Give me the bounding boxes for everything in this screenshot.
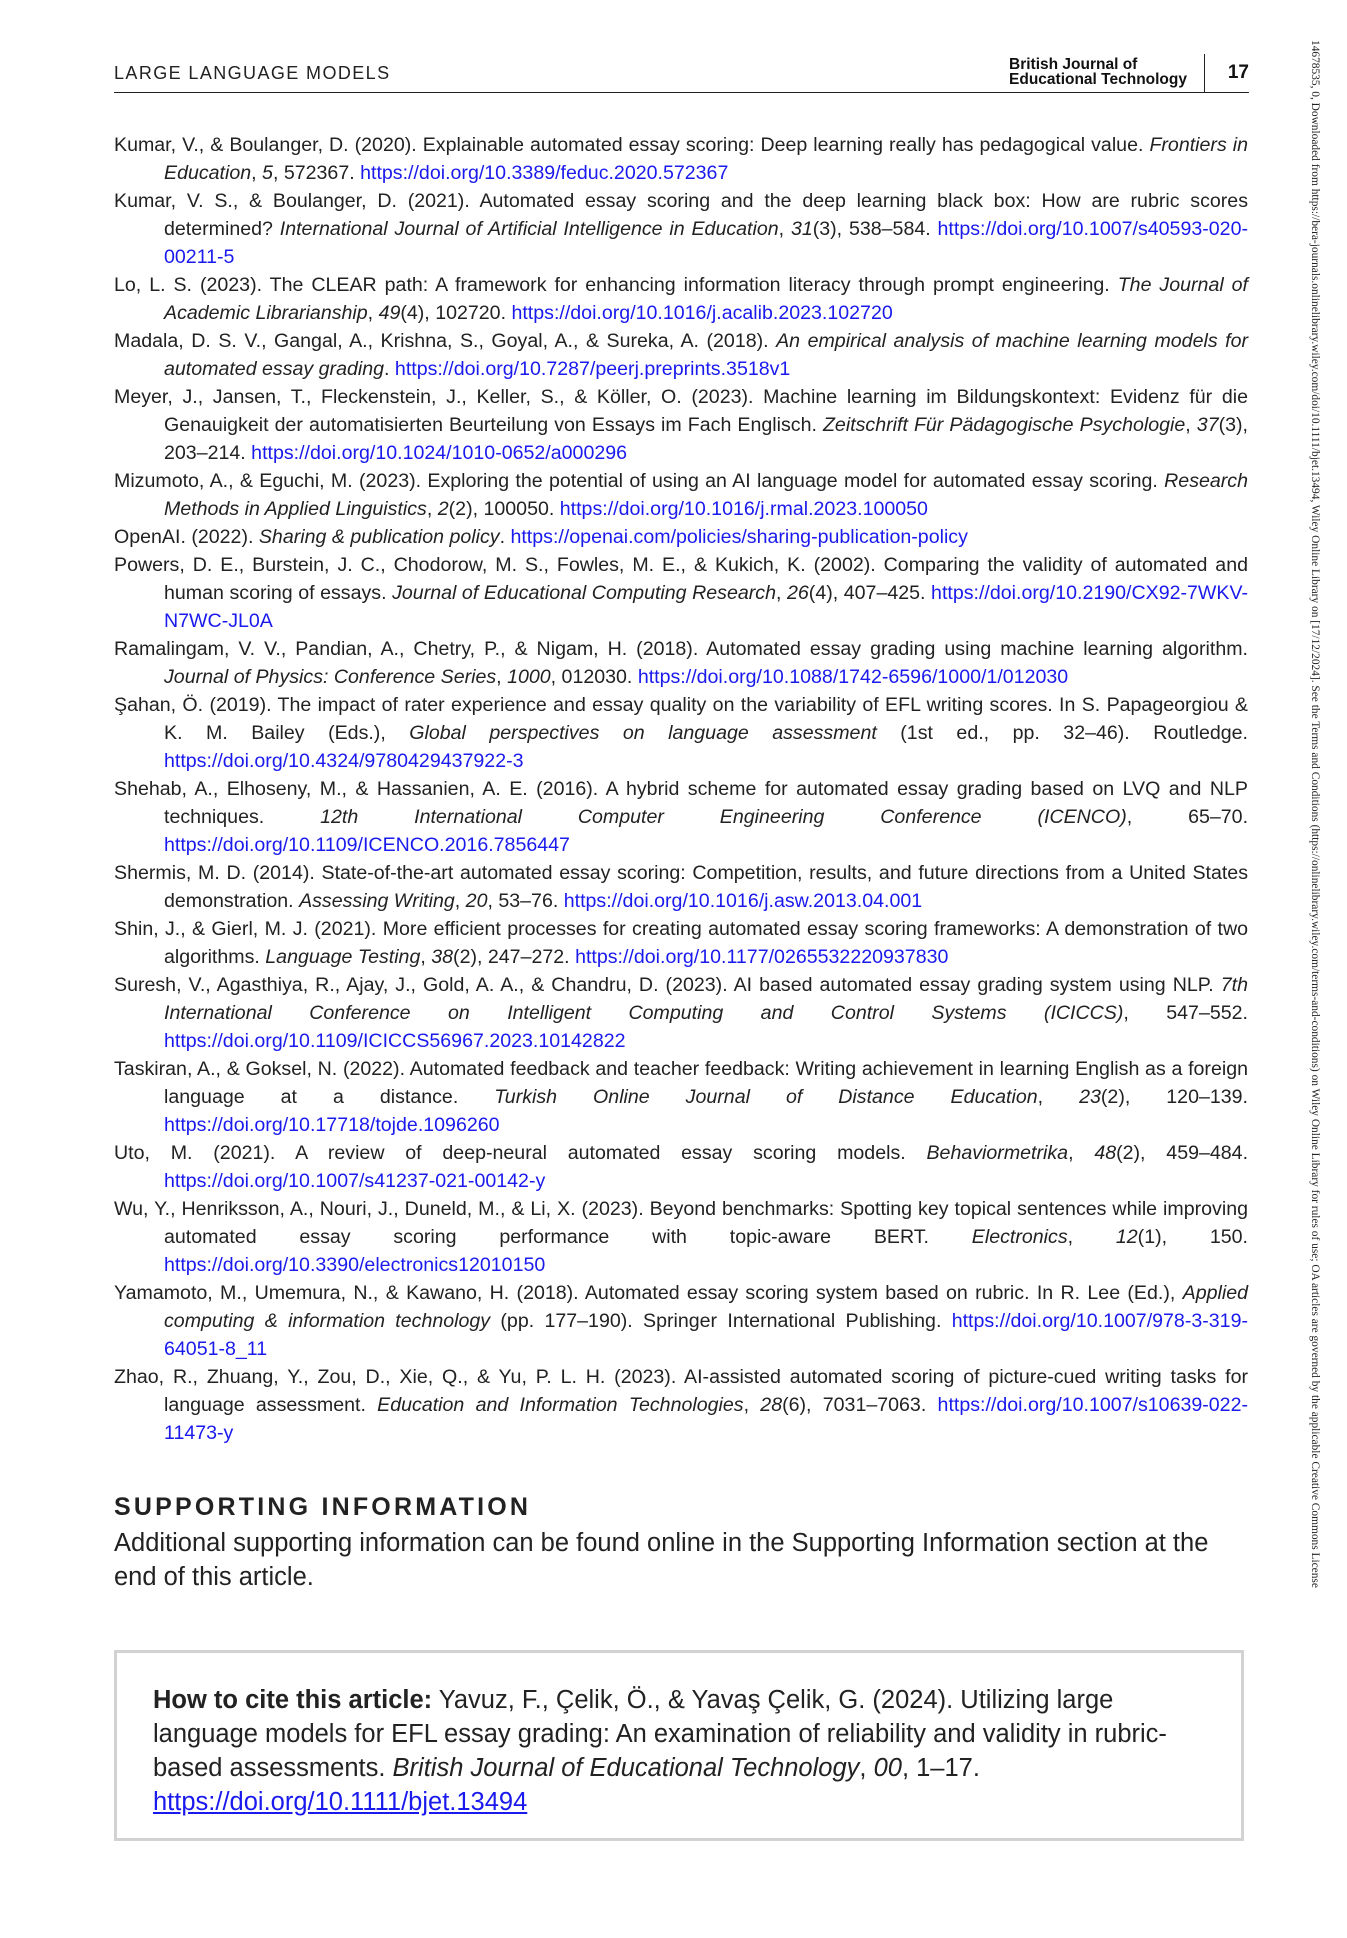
reference-source: Applied computing & information technology <box>164 1282 1248 1332</box>
reference-source: International Journal of Artificial Intelligence in Education <box>279 218 779 240</box>
reference-source: Sharing & publication policy <box>258 526 500 548</box>
reference-entry <box>114 383 1248 467</box>
reference-doi-link[interactable]: https://doi.org/10.1007/s40593-020-00211-5 <box>164 218 1248 268</box>
reference-details: (pp. 177–190). Springer International Publishing. <box>490 1310 952 1332</box>
journal-name <box>1009 57 1187 87</box>
reference-doi-link[interactable]: https://doi.org/10.1024/1010-0652/a000296 <box>251 442 628 464</box>
reference-doi-link[interactable]: https://doi.org/10.2190/CX92-7WKV-N7WC-JL0A <box>164 582 1248 632</box>
reference-volume: 26 <box>787 582 809 604</box>
reference-doi-link[interactable]: https://doi.org/10.3389/feduc.2020.572367 <box>360 162 729 184</box>
supporting-information-heading: SUPPORTING INFORMATION <box>114 1493 532 1521</box>
reference-details: , 012030. <box>550 666 638 688</box>
reference-volume: 23 <box>1079 1086 1101 1108</box>
reference-separator: , <box>775 582 787 604</box>
reference-entry <box>114 327 1248 383</box>
citation-pages: , 1–17. <box>901 1754 980 1782</box>
reference-doi-link[interactable]: https://doi.org/10.1177/0265532220937830 <box>575 946 949 968</box>
reference-doi-link[interactable]: https://doi.org/10.1007/s41237-021-00142-y <box>164 1170 546 1192</box>
reference-source: Research Methods in Applied Linguistics <box>164 470 1248 520</box>
reference-details: (3), 203–214. <box>164 414 1248 464</box>
reference-separator: , <box>251 162 263 184</box>
download-side-note: 14678535, 0, Downloaded from https://bera-journals.onlinelibrary.wiley.com/doi/10.1111/bjet.13494, Wiley Online Library on [17/12/2024]. See the Terms and Conditions (https://onlinelibrary.wiley.com/terms-and-conditions) on Wiley Online Library for rules of use; OA articles are governed by the applicable Creative Commons License <box>1309 40 1321 1588</box>
reference-entry <box>114 131 1248 187</box>
reference-doi-link[interactable]: https://doi.org/10.1016/j.rmal.2023.100050 <box>559 498 928 520</box>
reference-separator: , <box>778 218 791 240</box>
reference-doi-link[interactable]: https://doi.org/10.1088/1742-6596/1000/1/012030 <box>637 666 1069 688</box>
reference-text: Shin, J., & Gierl, M. J. (2021). More efficient processes for creating automated essay scoring frameworks: A demonstration of two algorithms. <box>114 918 1248 968</box>
reference-entry <box>114 915 1248 971</box>
reference-volume: 38 <box>431 946 454 968</box>
reference-entry <box>114 1363 1248 1447</box>
reference-source: Journal of Physics: Conference Series <box>164 666 497 688</box>
reference-volume: 2 <box>437 498 449 520</box>
reference-source: 7th International Conference on Intelligent Computing and Control Systems (ICICCS) <box>164 974 1248 1024</box>
journal-name-line2: Educational Technology <box>1009 71 1187 88</box>
supporting-information-body: Additional supporting information can be found online in the Supporting Information section at the end of this article. <box>114 1529 1209 1591</box>
how-to-cite-box <box>114 1650 1244 1841</box>
reference-separator: , <box>1067 1226 1116 1248</box>
reference-details: (6), 7031–7063. <box>782 1394 938 1416</box>
running-title: LARGE LANGUAGE MODELS <box>114 63 391 83</box>
reference-details: (2), 459–484. <box>1116 1142 1249 1164</box>
reference-text: Taskiran, A., & Goksel, N. (2022). Automated feedback and teacher feedback: Writing achievement in learning English as a foreign language at a distance. <box>114 1058 1248 1108</box>
reference-text: Uto, M. (2021). A review of deep-neural automated essay scoring models. <box>114 1142 927 1164</box>
reference-entry <box>114 1055 1248 1139</box>
reference-volume: 37 <box>1196 414 1219 436</box>
reference-details: (2), 100050. <box>448 498 560 520</box>
reference-text: Zhao, R., Zhuang, Y., Zou, D., Xie, Q., & Yu, P. L. H. (2023). AI-assisted automated scoring of picture-cued writing tasks for language assessment. <box>114 1366 1248 1416</box>
reference-doi-link[interactable]: https://doi.org/10.3390/electronics12010150 <box>164 1254 546 1276</box>
page-number: 17 <box>1227 62 1249 83</box>
reference-doi-link[interactable]: https://doi.org/10.1007/978-3-319-64051-8_11 <box>164 1310 1248 1360</box>
reference-separator: , <box>743 1394 761 1416</box>
reference-text: Kumar, V. S., & Boulanger, D. (2021). Automated essay scoring and the deep learning black box: How are rubric scores determined? <box>114 190 1248 240</box>
reference-volume: 1000 <box>507 666 551 688</box>
reference-details: (4), 407–425. <box>808 582 932 604</box>
citation-doi-link[interactable]: https://doi.org/10.1111/bjet.13494 <box>153 1788 528 1816</box>
reference-details: (1st ed., pp. 32–46). Routledge. <box>876 722 1248 744</box>
reference-source: Zeitschrift Für Pädagogische Psychologie <box>822 414 1186 436</box>
reference-details: 547–552. <box>1166 1002 1248 1024</box>
reference-entry <box>114 551 1248 635</box>
reference-text: Shermis, M. D. (2014). State-of-the-art automated essay scoring: Competition, results, and future directions from a United States demonstration. <box>114 862 1248 912</box>
reference-separator: , <box>1123 1002 1167 1024</box>
reference-text: Lo, L. S. (2023). The CLEAR path: A framework for enhancing information literacy through prompt engineering. <box>114 274 1118 296</box>
reference-separator: , <box>420 946 432 968</box>
reference-source: Global perspectives on language assessment <box>409 722 877 744</box>
reference-entry <box>114 1279 1248 1363</box>
reference-source: Education and Information Technologies <box>377 1394 744 1416</box>
reference-source: Frontiers in Education <box>164 134 1248 184</box>
reference-source: The Journal of Academic Librarianship <box>164 274 1248 324</box>
reference-source: Assessing Writing <box>299 890 455 912</box>
reference-details: 65–70. <box>1188 806 1249 828</box>
citation-separator: , <box>859 1754 874 1782</box>
reference-details: (2), 120–139. <box>1100 1086 1248 1108</box>
reference-doi-link[interactable]: https://doi.org/10.7287/peerj.preprints.3518v1 <box>394 358 791 380</box>
reference-separator: , <box>1037 1086 1080 1108</box>
reference-volume: 5 <box>262 162 273 184</box>
reference-separator: , <box>1185 414 1197 436</box>
reference-details: (1), 150. <box>1137 1226 1248 1248</box>
reference-source: Turkish Online Journal of Distance Education <box>494 1086 1038 1108</box>
reference-doi-link[interactable]: https://doi.org/10.1016/j.asw.2013.04.001 <box>563 890 923 912</box>
reference-doi-link[interactable]: https://openai.com/policies/sharing-publication-policy <box>510 526 968 548</box>
reference-separator: , <box>367 302 379 324</box>
reference-text: Meyer, J., Jansen, T., Fleckenstein, J., Keller, S., & Köller, O. (2023). Machine learning im Bildungskontext: Evidenz für die Genauigkeit der automatisierten Beurteilung von Essays im Fach Englisch. <box>114 386 1248 436</box>
reference-details: (2), 247–272. <box>453 946 576 968</box>
journal-name-line1: British Journal of <box>1009 56 1138 73</box>
citation-label: How to cite this article: <box>153 1686 433 1714</box>
reference-text: Şahan, Ö. (2019). The impact of rater experience and essay quality on the variability of EFL writing scores. In S. Papageorgiou & K. M. Bailey (Eds.), <box>114 694 1248 744</box>
reference-entry <box>114 635 1248 691</box>
reference-separator: , <box>1068 1142 1095 1164</box>
reference-details: (4), 102720. <box>400 302 512 324</box>
reference-text: Yamamoto, M., Umemura, N., & Kawano, H. (2018). Automated essay scoring system based on rubric. In R. Lee (Ed.), <box>114 1282 1183 1304</box>
reference-entry <box>114 271 1248 327</box>
reference-entry <box>114 1139 1248 1195</box>
reference-text: Madala, D. S. V., Gangal, A., Krishna, S., Goyal, A., & Sureka, A. (2018). <box>114 330 777 352</box>
reference-source: Language Testing <box>265 946 421 968</box>
header-divider <box>1204 54 1205 92</box>
reference-source: Journal of Educational Computing Research <box>392 582 776 604</box>
reference-entry <box>114 691 1248 775</box>
citation-journal: British Journal of Educational Technology <box>392 1754 860 1782</box>
citation-body: Yavuz, F., Çelik, Ö., & Yavaş Çelik, G. (2024). Utilizing large language models for EFL essay grading: An examination of reliability and validity in rubric-based assessments. <box>153 1686 1167 1782</box>
reference-doi-link[interactable]: https://doi.org/10.1007/s10639-022-11473-y <box>164 1394 1249 1444</box>
reference-text: Wu, Y., Henriksson, A., Nouri, J., Duneld, M., & Li, X. (2023). Beyond benchmarks: Spotting key topical sentences while improving automated essay scoring performance with topic-aware BERT. <box>114 1198 1248 1248</box>
reference-separator: , <box>496 666 508 688</box>
reference-list <box>114 131 1248 1447</box>
reference-volume: 49 <box>378 302 401 324</box>
reference-entry <box>114 523 1248 551</box>
reference-entry <box>114 467 1248 523</box>
reference-separator: , <box>454 890 466 912</box>
reference-text: Mizumoto, A., & Eguchi, M. (2023). Exploring the potential of using an AI language model for automated essay scoring. <box>114 470 1165 492</box>
reference-entry <box>114 859 1248 915</box>
reference-entry <box>114 971 1248 1055</box>
reference-source: Electronics <box>971 1226 1068 1248</box>
reference-separator: . <box>499 526 511 548</box>
reference-volume: 28 <box>760 1394 783 1416</box>
reference-source: 12th International Computer Engineering Conference (ICENCO) <box>320 806 1127 828</box>
reference-text: Ramalingam, V. V., Pandian, A., Chetry, P., & Nigam, H. (2018). Automated essay grading using machine learning algorithm. <box>114 638 1248 660</box>
citation-volume: 00 <box>873 1754 902 1782</box>
reference-details: , 572367. <box>272 162 361 184</box>
reference-details: , 53–76. <box>487 890 564 912</box>
reference-volume: 12 <box>1115 1226 1138 1248</box>
reference-source: Behaviormetrika <box>926 1142 1069 1164</box>
reference-entry <box>114 187 1248 271</box>
citation-text <box>153 1683 1203 1819</box>
reference-entry <box>114 775 1248 859</box>
page-header <box>114 54 1249 93</box>
reference-volume: 20 <box>465 890 488 912</box>
reference-text: Suresh, V., Agasthiya, R., Ajay, J., Gold, A. A., & Chandru, D. (2023). AI based automated essay grading system using NLP. <box>114 974 1221 996</box>
reference-separator: , <box>1126 806 1189 828</box>
reference-doi-link[interactable]: https://doi.org/10.1109/ICICCS56967.2023.10142822 <box>164 1030 626 1052</box>
reference-text: OpenAI. (2022). <box>114 526 259 548</box>
reference-entry <box>114 1195 1248 1279</box>
reference-text: Powers, D. E., Burstein, J. C., Chodorow, M. S., Fowles, M. E., & Kukich, K. (2002). Comparing the validity of automated and human scoring of essays. <box>114 554 1248 604</box>
reference-text: Shehab, A., Elhoseny, M., & Hassanien, A. E. (2016). A hybrid scheme for automated essay grading based on LVQ and NLP techniques. <box>114 778 1248 828</box>
reference-separator: , <box>426 498 438 520</box>
reference-volume: 48 <box>1094 1142 1117 1164</box>
reference-source: An empirical analysis of machine learning models for automated essay grading <box>164 330 1248 380</box>
reference-doi-link[interactable]: https://doi.org/10.17718/tojde.1096260 <box>164 1114 500 1136</box>
reference-text: Kumar, V., & Boulanger, D. (2020). Explainable automated essay scoring: Deep learning really has pedagogical value. <box>114 134 1150 156</box>
reference-doi-link[interactable]: https://doi.org/10.4324/9780429437922-3 <box>164 750 524 772</box>
reference-details: (3), 538–584. <box>812 218 938 240</box>
reference-separator: . <box>384 358 395 380</box>
reference-doi-link[interactable]: https://doi.org/10.1016/j.acalib.2023.102720 <box>511 302 893 324</box>
reference-doi-link[interactable]: https://doi.org/10.1109/ICENCO.2016.7856447 <box>164 834 570 856</box>
reference-volume: 31 <box>790 218 813 240</box>
